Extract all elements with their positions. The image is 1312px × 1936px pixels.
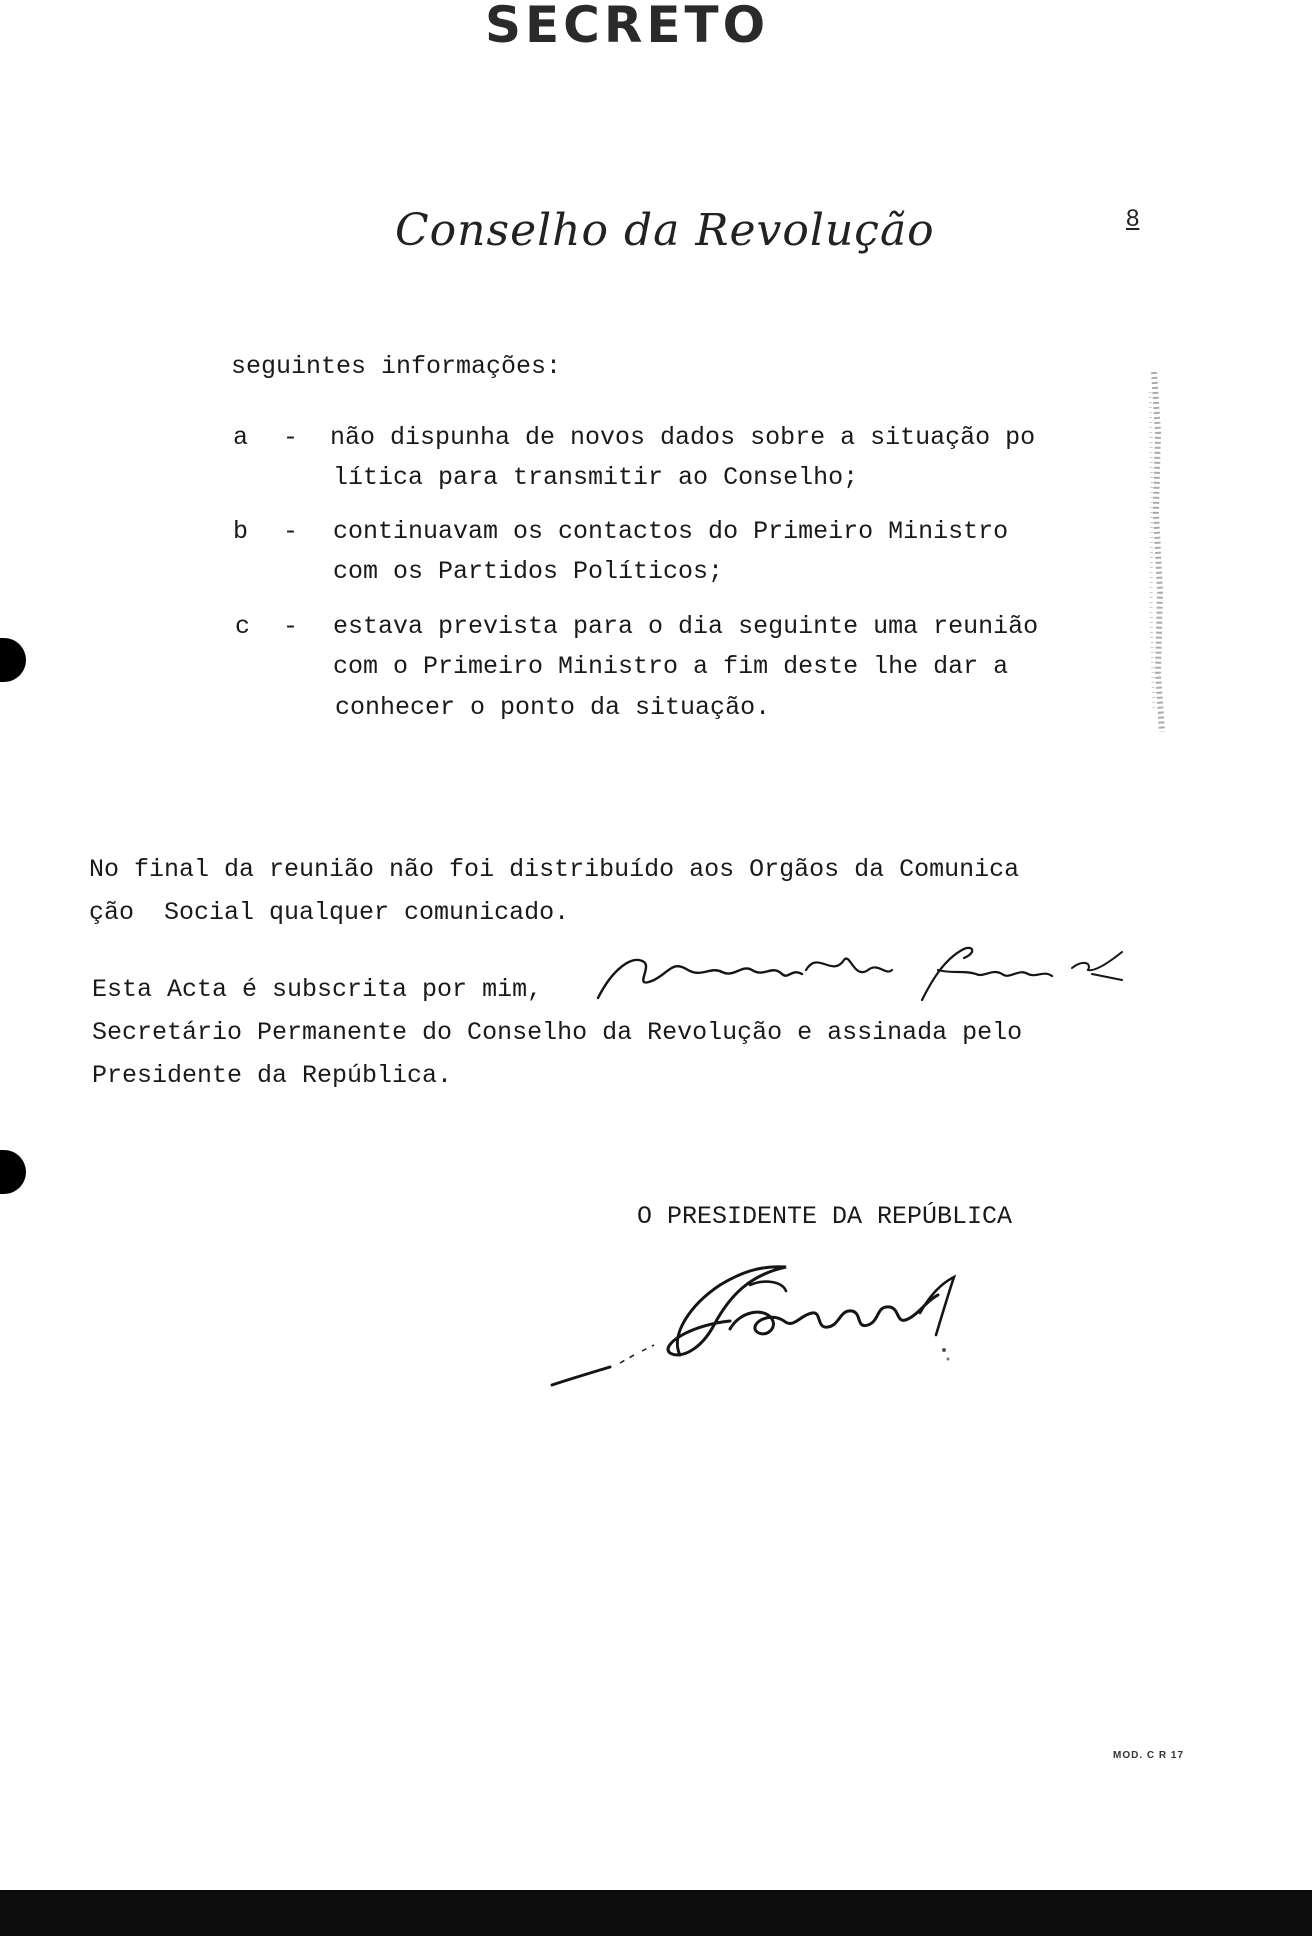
signature-intro: Esta Acta é subscrita por mim, [92,975,543,1004]
secretary-signature [592,940,1132,1010]
punch-hole [0,1150,26,1194]
president-signature [550,1255,1030,1405]
item-line: continuavam os contactos do Primeiro Ministro [333,517,1009,546]
item-line: estava prevista para o dia seguinte uma reunião [333,612,1039,641]
item-line: com o Primeiro Ministro a fim deste lhe dar a [333,652,1009,681]
page-number: 8 [1126,205,1140,232]
item-letter: a [233,423,249,452]
punch-hole [0,638,26,682]
intro-text: seguintes informações: [231,352,562,381]
letterhead-title: Conselho da Revolução [395,205,935,256]
item-letter: b [233,517,249,546]
item-dash: - [283,612,299,641]
scan-bottom-edge [0,1890,1312,1936]
item-line: conhecer o ponto da situação. [335,693,771,722]
item-line: com os Partidos Políticos; [333,557,724,586]
item-letter: c [235,612,251,641]
signature-paragraph: Secretário Permanente do Conselho da Revolução e assinada pelo Presidente da República. [92,1018,1023,1090]
president-label: O PRESIDENTE DA REPÚBLICA [637,1202,1013,1231]
form-code: MOD. C R 17 [1113,1750,1185,1761]
item-dash: - [283,517,299,546]
closing-paragraph: No final da reunião não foi distribuído aos Orgãos da Comunica ção Social qualquer comunicado. [89,855,1020,927]
classification-stamp: SECRETO [485,0,770,54]
scan-edge-artifact [1146,372,1168,732]
item-line: não dispunha de novos dados sobre a situação po [330,423,1036,452]
item-line: lítica para transmitir ao Conselho; [333,463,859,492]
item-dash: - [283,423,299,452]
